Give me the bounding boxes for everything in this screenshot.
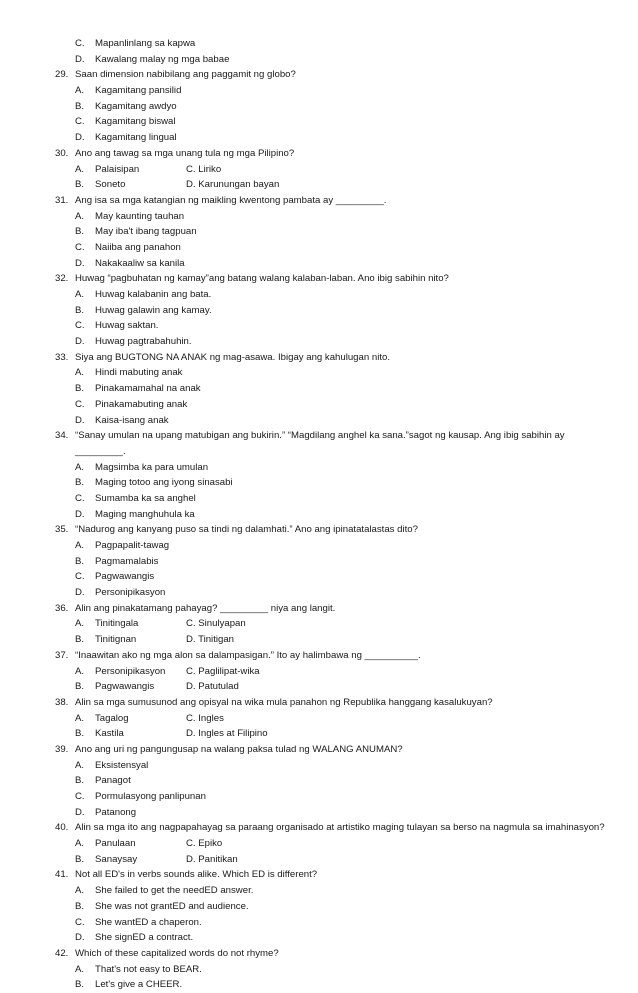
- option-letter: A.: [75, 618, 85, 630]
- option-letter: A.: [75, 712, 85, 724]
- option-letter: B.: [75, 555, 85, 567]
- option-text: Panulaan: [95, 838, 136, 850]
- answer-option: [0, 36, 638, 52]
- answer-option: [0, 805, 638, 821]
- answer-option-pair: [0, 162, 638, 178]
- answer-option: [0, 83, 638, 99]
- option-letter: B.: [75, 304, 85, 316]
- question-text: Which of these capitalized words do not rhyme?: [75, 947, 279, 959]
- question-number: 40.: [55, 822, 69, 834]
- option-letter: A.: [75, 85, 85, 97]
- option-text: Kagamitang lingual: [95, 132, 177, 144]
- question-text: Huwag “pagbuhatan ng kamay”ang batang walang kalaban-laban. Ano ibig sabihin nito?: [75, 273, 449, 285]
- question: [0, 271, 638, 287]
- option-text: Naiiba ang panahon: [95, 241, 181, 253]
- option-text: Maging totoo ang iyong sinasabi: [95, 477, 233, 489]
- option-letter: D.: [75, 336, 85, 348]
- question: [0, 146, 638, 162]
- option-letter: C.: [75, 116, 85, 128]
- question: [0, 193, 638, 209]
- option-text: Pagwawangis: [95, 571, 155, 583]
- question-text: Saan dimension nabibilang ang paggamit ng globo?: [75, 69, 296, 81]
- answer-option-pair: [0, 632, 638, 648]
- option-letter: A.: [75, 963, 85, 975]
- question: [0, 522, 638, 538]
- answer-option: [0, 507, 638, 523]
- option-text: Huwag galawin ang kamay.: [95, 304, 212, 316]
- answer-option: [0, 899, 638, 915]
- question-number: 38.: [55, 696, 69, 708]
- option-text: Kagamitang pansilid: [95, 85, 182, 97]
- option-text-secondary: D. Panitikan: [186, 853, 238, 865]
- question-number: 32.: [55, 273, 69, 285]
- answer-option: [0, 962, 638, 978]
- answer-option: [0, 554, 638, 570]
- option-text-secondary: C. Epiko: [186, 838, 223, 850]
- option-text: Kagamitang awdyo: [95, 100, 177, 112]
- option-letter: B.: [75, 775, 85, 787]
- answer-option: [0, 413, 638, 429]
- option-letter: B.: [75, 100, 85, 112]
- option-text: She failed to get the needED answer.: [95, 885, 254, 897]
- answer-option-pair: [0, 664, 638, 680]
- answer-option: [0, 99, 638, 115]
- answer-option-pair: [0, 711, 638, 727]
- question: [0, 648, 638, 664]
- answer-option: [0, 915, 638, 931]
- option-text: Patanong: [95, 806, 137, 818]
- question-number: 36.: [55, 602, 69, 614]
- option-letter: B.: [75, 979, 85, 991]
- option-text: She signED a contract.: [95, 932, 194, 944]
- answer-option: [0, 475, 638, 491]
- option-text: That's not easy to BEAR.: [95, 963, 202, 975]
- answer-option: [0, 287, 638, 303]
- option-letter: D.: [75, 932, 85, 944]
- question-number: 29.: [55, 69, 69, 81]
- option-text: Mapanlinlang sa kapwa: [95, 38, 196, 49]
- answer-option: [0, 334, 638, 350]
- option-text-secondary: D. Patutulad: [186, 681, 239, 693]
- question-text: “Inaawitan ako ng mga alon sa dalampasigan.” Ito ay halimbawa ng __________.: [75, 649, 421, 661]
- option-text-secondary: D. Tinitigan: [186, 634, 234, 646]
- answer-option: [0, 209, 638, 225]
- option-text: Pagpapalit-tawag: [95, 540, 170, 551]
- option-text: Nakakaaliw sa kanila: [95, 257, 185, 269]
- answer-option: [0, 114, 638, 130]
- question-number: 31.: [55, 194, 69, 206]
- option-text: Eksistensyal: [95, 759, 149, 771]
- question-number: 30.: [55, 147, 69, 159]
- question: [0, 742, 638, 758]
- option-text: Tinitignan: [95, 634, 137, 646]
- question: [0, 946, 638, 962]
- question: [0, 867, 638, 883]
- answer-option: [0, 585, 638, 601]
- option-letter: B.: [75, 477, 85, 489]
- option-text: Tagalog: [95, 712, 129, 724]
- option-text: Huwag saktan.: [95, 320, 159, 332]
- question-text: Ano ang uri ng pangungusap na walang paksa tulad ng WALANG ANUMAN?: [75, 743, 403, 755]
- option-text: Personipikasyon: [95, 587, 166, 599]
- question-text: Not all ED's in verbs sounds alike. Which ED is different?: [75, 869, 318, 881]
- option-letter: D.: [75, 132, 85, 144]
- question-number: 37.: [55, 649, 69, 661]
- answer-option-pair: [0, 852, 638, 868]
- option-text-secondary: C. Paglilipat-wika: [186, 665, 260, 677]
- option-text: Pormulasyong panlipunan: [95, 791, 206, 802]
- question-text: “Sanay umulan na upang matubigan ang bukirin.” “Magdilang anghel ka sana.”sagot ng kausap. Ang ibig sabihin ay: [75, 430, 565, 442]
- option-letter: B.: [75, 728, 85, 740]
- option-text: May iba't ibang tagpuan: [95, 226, 197, 238]
- option-letter: D.: [75, 257, 85, 269]
- option-letter: B.: [75, 853, 85, 865]
- option-text: Magsimba ka para umulan: [95, 461, 209, 473]
- option-text: Pagwawangis: [95, 681, 155, 693]
- question-continuation: [0, 444, 638, 460]
- option-text: She wantED a chaperon.: [95, 916, 202, 928]
- question-text-continued: _________.: [75, 445, 126, 457]
- answer-option: [0, 318, 638, 334]
- answer-option-pair: [0, 679, 638, 695]
- option-letter: C.: [75, 398, 85, 410]
- answer-option: [0, 256, 638, 272]
- question-text: “Nadurog ang kanyang puso sa tindi ng dalamhati.” Ano ang ipinatatalastas dito?: [75, 524, 418, 536]
- answer-option: [0, 538, 638, 554]
- option-letter: D.: [75, 508, 85, 520]
- question: [0, 350, 638, 366]
- option-text-secondary: D. Ingles at Filipino: [186, 728, 268, 740]
- question-text: Siya ang BUGTONG NA ANAK ng mag-asawa. Ibigay ang kahulugan nito.: [75, 351, 390, 363]
- option-text: Huwag kalabanin ang bata.: [95, 289, 212, 300]
- option-text: Soneto: [95, 179, 126, 191]
- option-text: Palaisipan: [95, 163, 140, 175]
- question: [0, 428, 638, 444]
- option-text-secondary: D. Karunungan bayan: [186, 179, 280, 191]
- option-letter: C.: [75, 916, 85, 928]
- answer-option: [0, 303, 638, 319]
- option-letter: D.: [75, 53, 85, 65]
- option-letter: C.: [75, 241, 85, 253]
- option-letter: B.: [75, 900, 85, 912]
- answer-option: [0, 460, 638, 476]
- option-letter: A.: [75, 540, 85, 551]
- question-text: Alin sa mga ito ang nagpapahayag sa paraang organisado at artistiko maging tulayan sa berso na nagmula sa imahinasyon?: [75, 822, 605, 834]
- option-text: Tinitingala: [95, 618, 139, 630]
- answer-option: [0, 773, 638, 789]
- question-text: Alin sa mga sumusunod ang opisyal na wika mula panahon ng Republika hanggang kasalukuyan?: [75, 696, 493, 708]
- option-text: Pinakamabuting anak: [95, 398, 188, 410]
- option-text: Pinakamamahal na anak: [95, 383, 201, 395]
- answer-option: [0, 224, 638, 240]
- answer-option: [0, 491, 638, 507]
- question-number: 39.: [55, 743, 69, 755]
- option-letter: A.: [75, 885, 85, 897]
- option-letter: B.: [75, 179, 85, 191]
- option-letter: A.: [75, 665, 85, 677]
- answer-option: [0, 758, 638, 774]
- answer-option: [0, 130, 638, 146]
- question-number: 41.: [55, 869, 69, 881]
- option-text: Sanaysay: [95, 853, 138, 865]
- option-text-secondary: C. Liriko: [186, 163, 222, 175]
- option-text: Kagamitang biswal: [95, 116, 176, 128]
- option-text-secondary: C. Sinulyapan: [186, 618, 246, 630]
- answer-option-pair: [0, 726, 638, 742]
- question: [0, 695, 638, 711]
- option-letter: A.: [75, 367, 85, 379]
- option-text: Pagmamalabis: [95, 555, 159, 567]
- answer-option: [0, 240, 638, 256]
- option-letter: C.: [75, 320, 85, 332]
- question-number: 42.: [55, 947, 69, 959]
- answer-option: [0, 52, 638, 68]
- option-letter: C.: [75, 38, 85, 49]
- option-text: Sumamba ka sa anghel: [95, 492, 196, 504]
- option-letter: A.: [75, 759, 85, 771]
- option-text: She was not grantED and audience.: [95, 900, 249, 912]
- answer-option-pair: [0, 616, 638, 632]
- answer-option-pair: [0, 836, 638, 852]
- option-letter: A.: [75, 289, 85, 300]
- question: [0, 820, 638, 836]
- option-letter: C.: [75, 571, 85, 583]
- question-text: Ano ang tawag sa mga unang tula ng mga Pilipino?: [75, 147, 295, 159]
- option-text: Panagot: [95, 775, 131, 787]
- option-letter: B.: [75, 226, 85, 238]
- question-number: 33.: [55, 351, 69, 363]
- answer-option: [0, 883, 638, 899]
- option-letter: D.: [75, 587, 85, 599]
- exam-document: [0, 36, 638, 993]
- answer-option-pair: [0, 177, 638, 193]
- option-text: Kawalang malay ng mga babae: [95, 53, 230, 65]
- option-text: Kaisa-isang anak: [95, 414, 169, 426]
- answer-option: [0, 397, 638, 413]
- question: [0, 601, 638, 617]
- option-text: Personipikasyon: [95, 665, 166, 677]
- option-letter: B.: [75, 634, 85, 646]
- option-letter: D.: [75, 414, 85, 426]
- option-letter: C.: [75, 492, 85, 504]
- option-letter: C.: [75, 791, 85, 802]
- answer-option: [0, 930, 638, 946]
- question-text: Ang isa sa mga katangian ng maikling kwentong pambata ay _________.: [75, 194, 387, 206]
- option-letter: B.: [75, 383, 85, 395]
- option-letter: A.: [75, 163, 85, 175]
- option-text: May kaunting tauhan: [95, 210, 185, 222]
- option-letter: A.: [75, 210, 85, 222]
- option-text: Huwag pagtrabahuhin.: [95, 336, 192, 348]
- option-text: Kastila: [95, 728, 124, 740]
- answer-option: [0, 569, 638, 585]
- answer-option: [0, 381, 638, 397]
- answer-option: [0, 365, 638, 381]
- question-number: 34.: [55, 430, 69, 442]
- option-letter: A.: [75, 838, 85, 850]
- option-letter: A.: [75, 461, 85, 473]
- option-letter: D.: [75, 806, 85, 818]
- option-text: Hindi mabuting anak: [95, 367, 183, 379]
- option-letter: B.: [75, 681, 85, 693]
- question-number: 35.: [55, 524, 69, 536]
- question-text: Alin ang pinakatamang pahayag? _________ niya ang langit.: [75, 602, 336, 614]
- option-text: Let's give a CHEER.: [95, 979, 183, 991]
- option-text-secondary: C. Ingles: [186, 712, 224, 724]
- option-text: Maging manghuhula ka: [95, 508, 195, 520]
- question: [0, 67, 638, 83]
- answer-option: [0, 977, 638, 993]
- answer-option: [0, 789, 638, 805]
